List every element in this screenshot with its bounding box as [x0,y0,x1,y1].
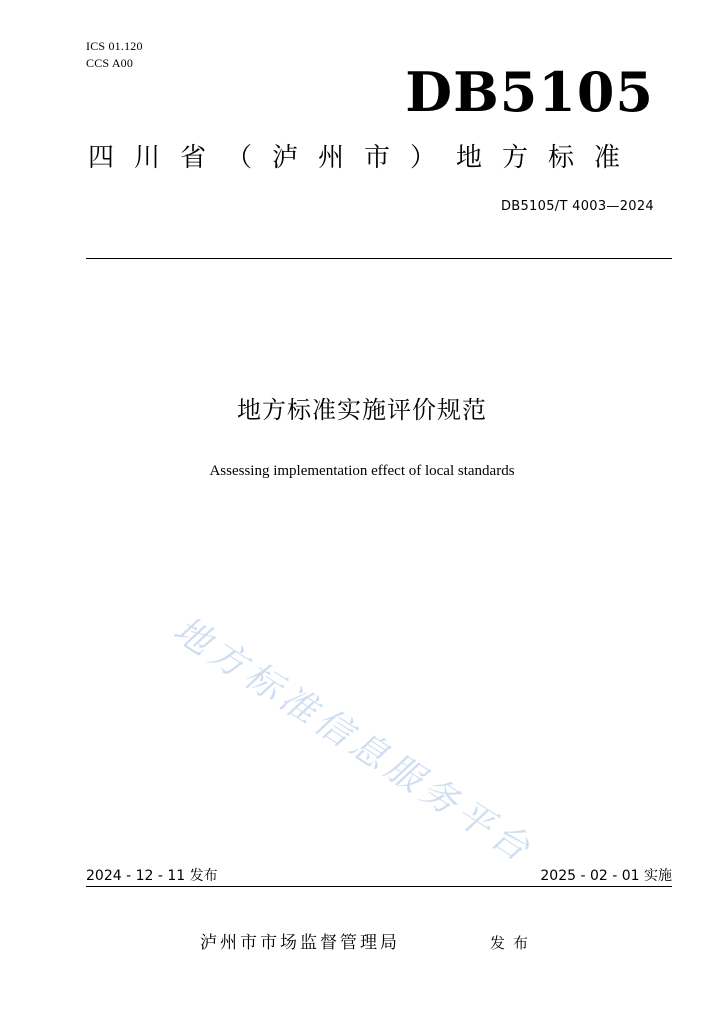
issue-label: 发布 [490,934,537,952]
document-title-english: Assessing implementation effect of local standards [209,463,515,479]
watermark: 地方标准信息服务平台 [166,609,541,873]
implementation-date: 2025 - 02 - 01 实施 [540,868,672,884]
ics-code: ICS 01.120 [86,39,143,53]
issuing-authority: 泸州市市场监督管理局 [200,933,400,953]
ccs-code: CCS A00 [86,56,134,70]
standard-number: DB5105/T 4003—2024 [500,199,654,214]
bottom-divider [86,886,672,887]
standard-type-heading: 四川省（泸州市）地方标准 [88,143,641,173]
issue-date: 2024 - 12 - 11 发布 [86,868,218,884]
standard-code-logo: DB5105 [405,60,654,124]
top-divider [86,258,672,259]
classification-codes [86,38,143,72]
document-title-chinese: 地方标准实施评价规范 [237,396,487,424]
